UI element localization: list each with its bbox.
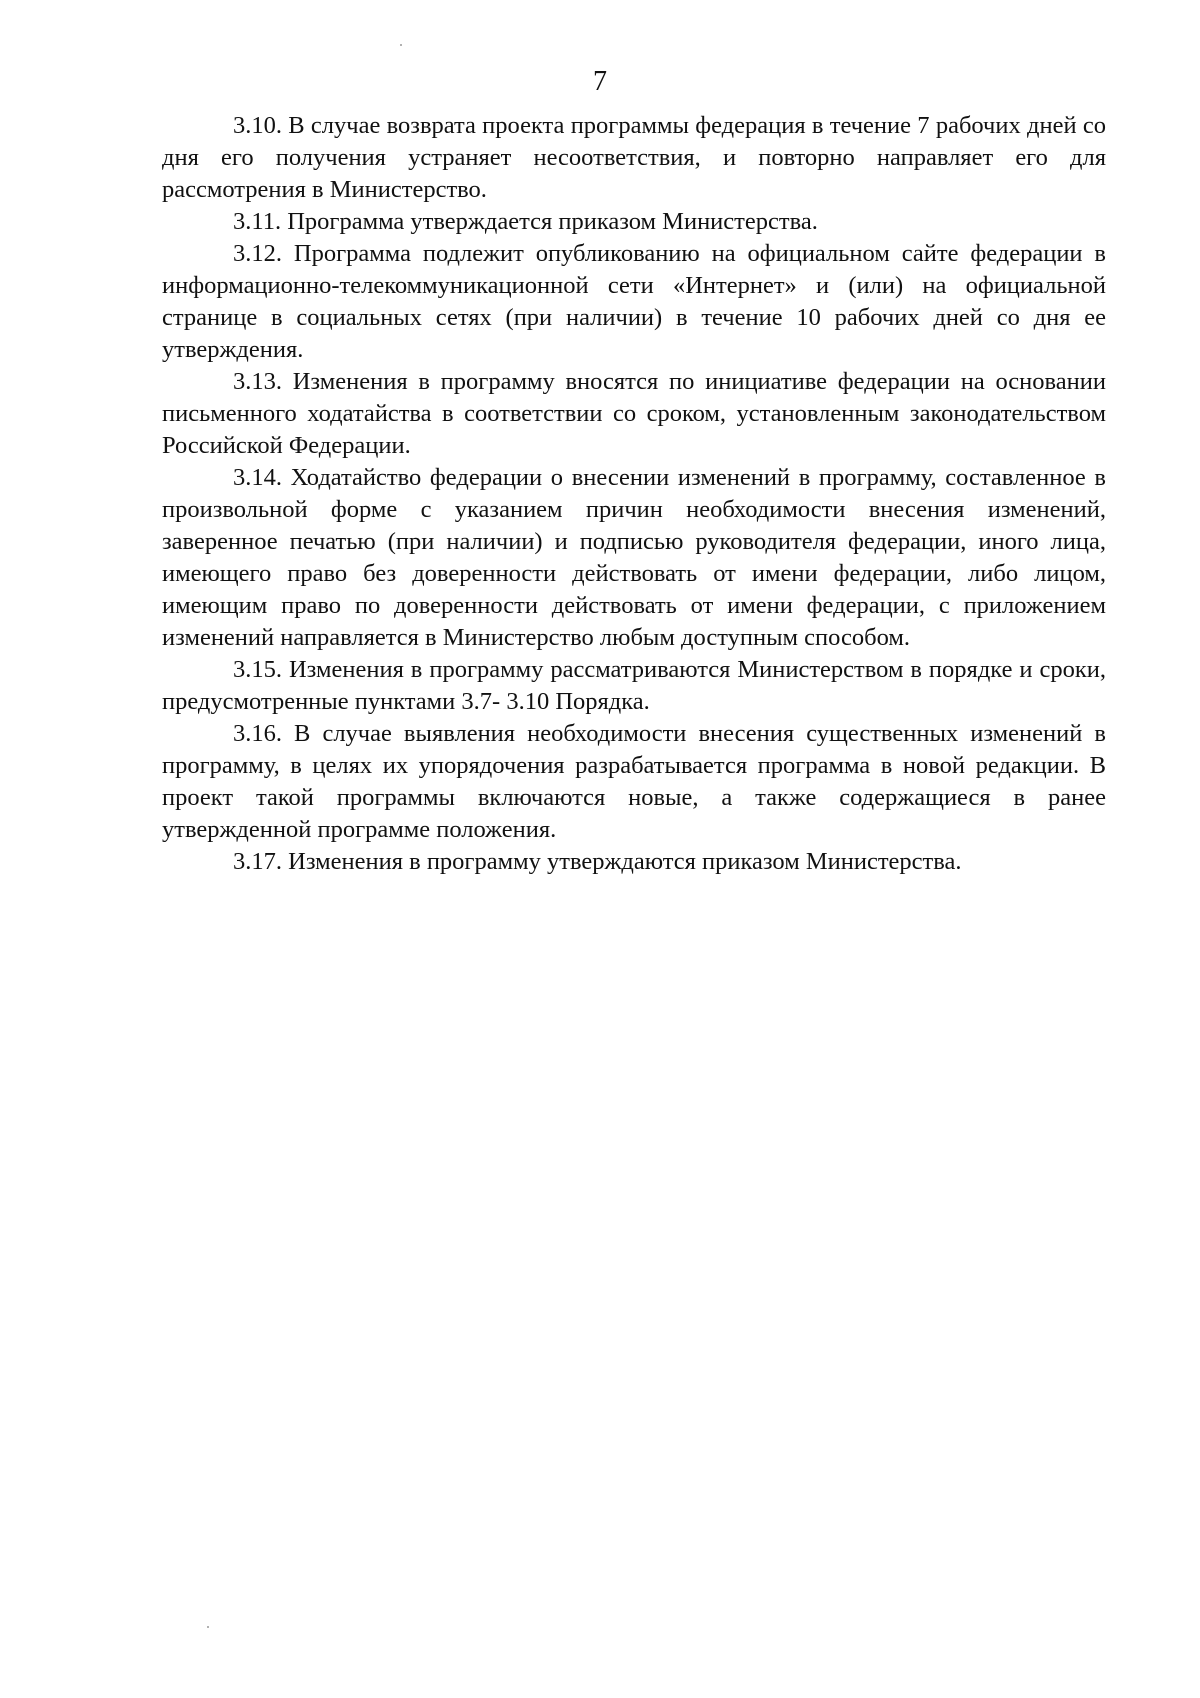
paragraph-3-12: 3.12. Программа подлежит опубликованию на официальном сайте федерации в информационно-телекоммуникационной сети «Интернет» и (или) на официальной странице в социальных сетях (при наличии) в течение 10 рабочих дней со дня ее утверждения. [162, 240, 1106, 363]
scan-speck-bottom [207, 1626, 209, 1628]
paragraph-3-10: 3.10. В случае возврата проекта программы федерация в течение 7 рабочих дней со дня его получения устраняет несоответствия, и повторно направляет его для рассмотрения в Министерство. [162, 112, 1106, 203]
paragraph-3-13: 3.13. Изменения в программу вносятся по инициативе федерации на основании письменного ходатайства в соответствии со сроком, установленным законодательством Российской Федерации. [162, 368, 1106, 459]
paragraph-3-14: 3.14. Ходатайство федерации о внесении изменений в программу, составленное в произвольной форме с указанием причин необходимости внесения изменений, заверенное печатью (при наличии) и подписью руководителя федерации, иного лица, имеющего право без доверенности действовать от имени федерации, либо лицом, имеющим право по доверенности действовать от имени федерации, с приложением изменений направляется в Министерство любым доступным способом. [162, 464, 1106, 651]
paragraph-3-17: 3.17. Изменения в программу утверждаются приказом Министерства. [233, 848, 962, 875]
paragraph-3-11: 3.11. Программа утверждается приказом Министерства. [233, 208, 818, 235]
page-number: 7 [593, 66, 607, 97]
paragraph-3-16: 3.16. В случае выявления необходимости внесения существенных изменений в программу, в целях их упорядочения разрабатывается программа в новой редакции. В проект такой программы включаются новые, а также содержащиеся в ранее утвержденной программе положения. [162, 720, 1106, 843]
document-body [162, 110, 1106, 878]
paragraph-3-15: 3.15. Изменения в программу рассматриваются Министерством в порядке и сроки, предусмотренные пунктами 3.7- 3.10 Порядка. [162, 656, 1106, 715]
scan-speck-top [400, 44, 402, 46]
